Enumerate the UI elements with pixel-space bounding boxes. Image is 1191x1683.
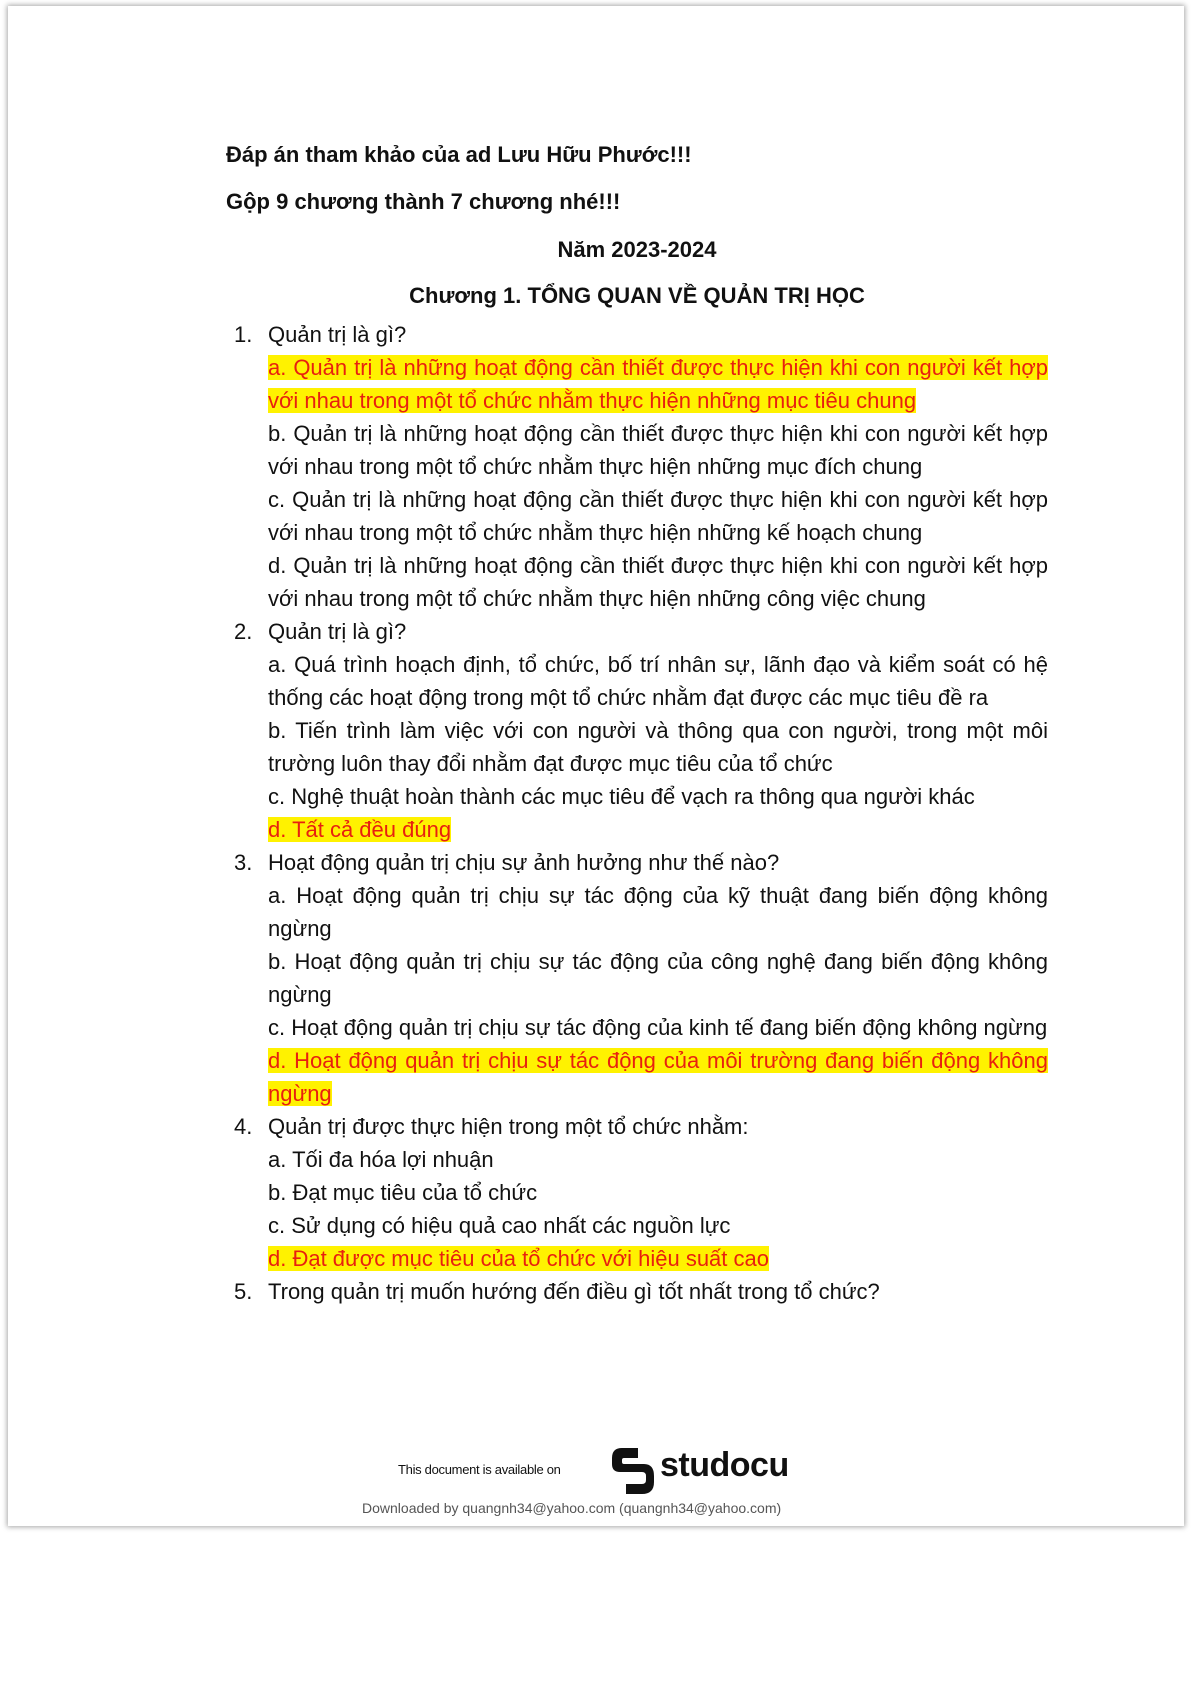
page-footer [0,1440,1191,1530]
available-on-text: This document is available on [398,1462,561,1477]
option-text: b. Quản trị là những hoạt động cần thiết được thực hiện khi con người kết hợp với nhau trong một tổ chức nhằm thực hiện những mục đích chung [268,421,1048,479]
option-text: b. Hoạt động quản trị chịu sự tác động của công nghệ đang biến động không ngừng [268,949,1048,1007]
question-text: Hoạt động quản trị chịu sự ảnh hưởng như thế nào? [268,850,780,875]
year-heading: Năm 2023-2024 [557,237,717,262]
question-2 [226,615,1048,846]
option-d-correct [268,1242,1048,1275]
question-number: 3. [234,850,253,875]
option-a [268,648,1048,714]
document-content [226,140,1048,1308]
option-text: b. Đạt mục tiêu của tổ chức [268,1180,538,1205]
question-text: Quản trị được thực hiện trong một tổ chức nhằm: [268,1114,749,1139]
option-d-correct [268,813,1048,846]
option-c [268,780,1048,813]
option-text: c. Nghệ thuật hoàn thành các mục tiêu để vạch ra thông qua người khác [268,784,975,809]
option-a [268,879,1048,945]
question-3 [226,846,1048,1110]
studocu-logo-icon[interactable] [608,1446,656,1496]
question-number: 1. [234,322,253,347]
option-text: a. Tối đa hóa lợi nhuận [268,1147,494,1172]
question-4 [226,1110,1048,1275]
option-text: d. Hoạt động quản trị chịu sự tác động của môi trường đang biến động không ngừng [268,1048,1048,1106]
option-c [268,1209,1048,1242]
option-text: a. Hoạt động quản trị chịu sự tác động của kỹ thuật đang biến động không ngừng [268,883,1048,941]
option-text: d. Đạt được mục tiêu của tổ chức với hiệu suất cao [268,1246,769,1271]
intro-line-2: Gộp 9 chương thành 7 chương nhé!!! [226,189,621,214]
option-d [268,549,1048,615]
question-text: Trong quản trị muốn hướng đến điều gì tốt nhất trong tổ chức? [268,1279,880,1304]
option-b [268,714,1048,780]
question-1 [226,318,1048,615]
option-text: c. Hoạt động quản trị chịu sự tác động của kinh tế đang biến động không ngừng [268,1015,1048,1040]
option-text: d. Tất cả đều đúng [268,817,452,842]
question-number: 5. [234,1279,253,1304]
downloaded-by-text: Downloaded by quangnh34@yahoo.com (quangnh34@yahoo.com) [362,1500,782,1516]
option-text: a. Quá trình hoạch định, tổ chức, bố trí nhân sự, lãnh đạo và kiểm soát có hệ thống các hoạt động trong một tổ chức nhằm đạt được các mục tiêu đề ra [268,652,1048,710]
option-b [268,945,1048,1011]
option-text: c. Quản trị là những hoạt động cần thiết được thực hiện khi con người kết hợp với nhau trong một tổ chức nhằm thực hiện những kế hoạch chung [268,487,1048,545]
option-a [268,1143,1048,1176]
intro-line-1: Đáp án tham khảo của ad Lưu Hữu Phước!!! [226,142,692,167]
question-5 [226,1275,1048,1308]
question-number: 2. [234,619,253,644]
question-number: 4. [234,1114,253,1139]
question-text: Quản trị là gì? [268,322,407,347]
option-c [268,1011,1048,1044]
option-text: a. Quản trị là những hoạt động cần thiết được thực hiện khi con người kết hợp với nhau trong một tổ chức nhằm thực hiện những mục tiêu chung [268,355,1048,413]
option-text: c. Sử dụng có hiệu quả cao nhất các nguồn lực [268,1213,731,1238]
chapter-title: Chương 1. TỔNG QUAN VỀ QUẢN TRỊ HỌC [409,283,865,308]
option-a-correct [268,351,1048,417]
question-text: Quản trị là gì? [268,619,407,644]
option-b [268,417,1048,483]
option-text: d. Quản trị là những hoạt động cần thiết được thực hiện khi con người kết hợp với nhau trong một tổ chức nhằm thực hiện những công việc chung [268,553,1048,611]
studocu-brand[interactable]: studocu [660,1446,789,1484]
option-d-correct [268,1044,1048,1110]
option-text: b. Tiến trình làm việc với con người và thông qua con người, trong một môi trường luôn thay đổi nhằm đạt được mục tiêu của tổ chức [268,718,1048,776]
option-b [268,1176,1048,1209]
option-c [268,483,1048,549]
